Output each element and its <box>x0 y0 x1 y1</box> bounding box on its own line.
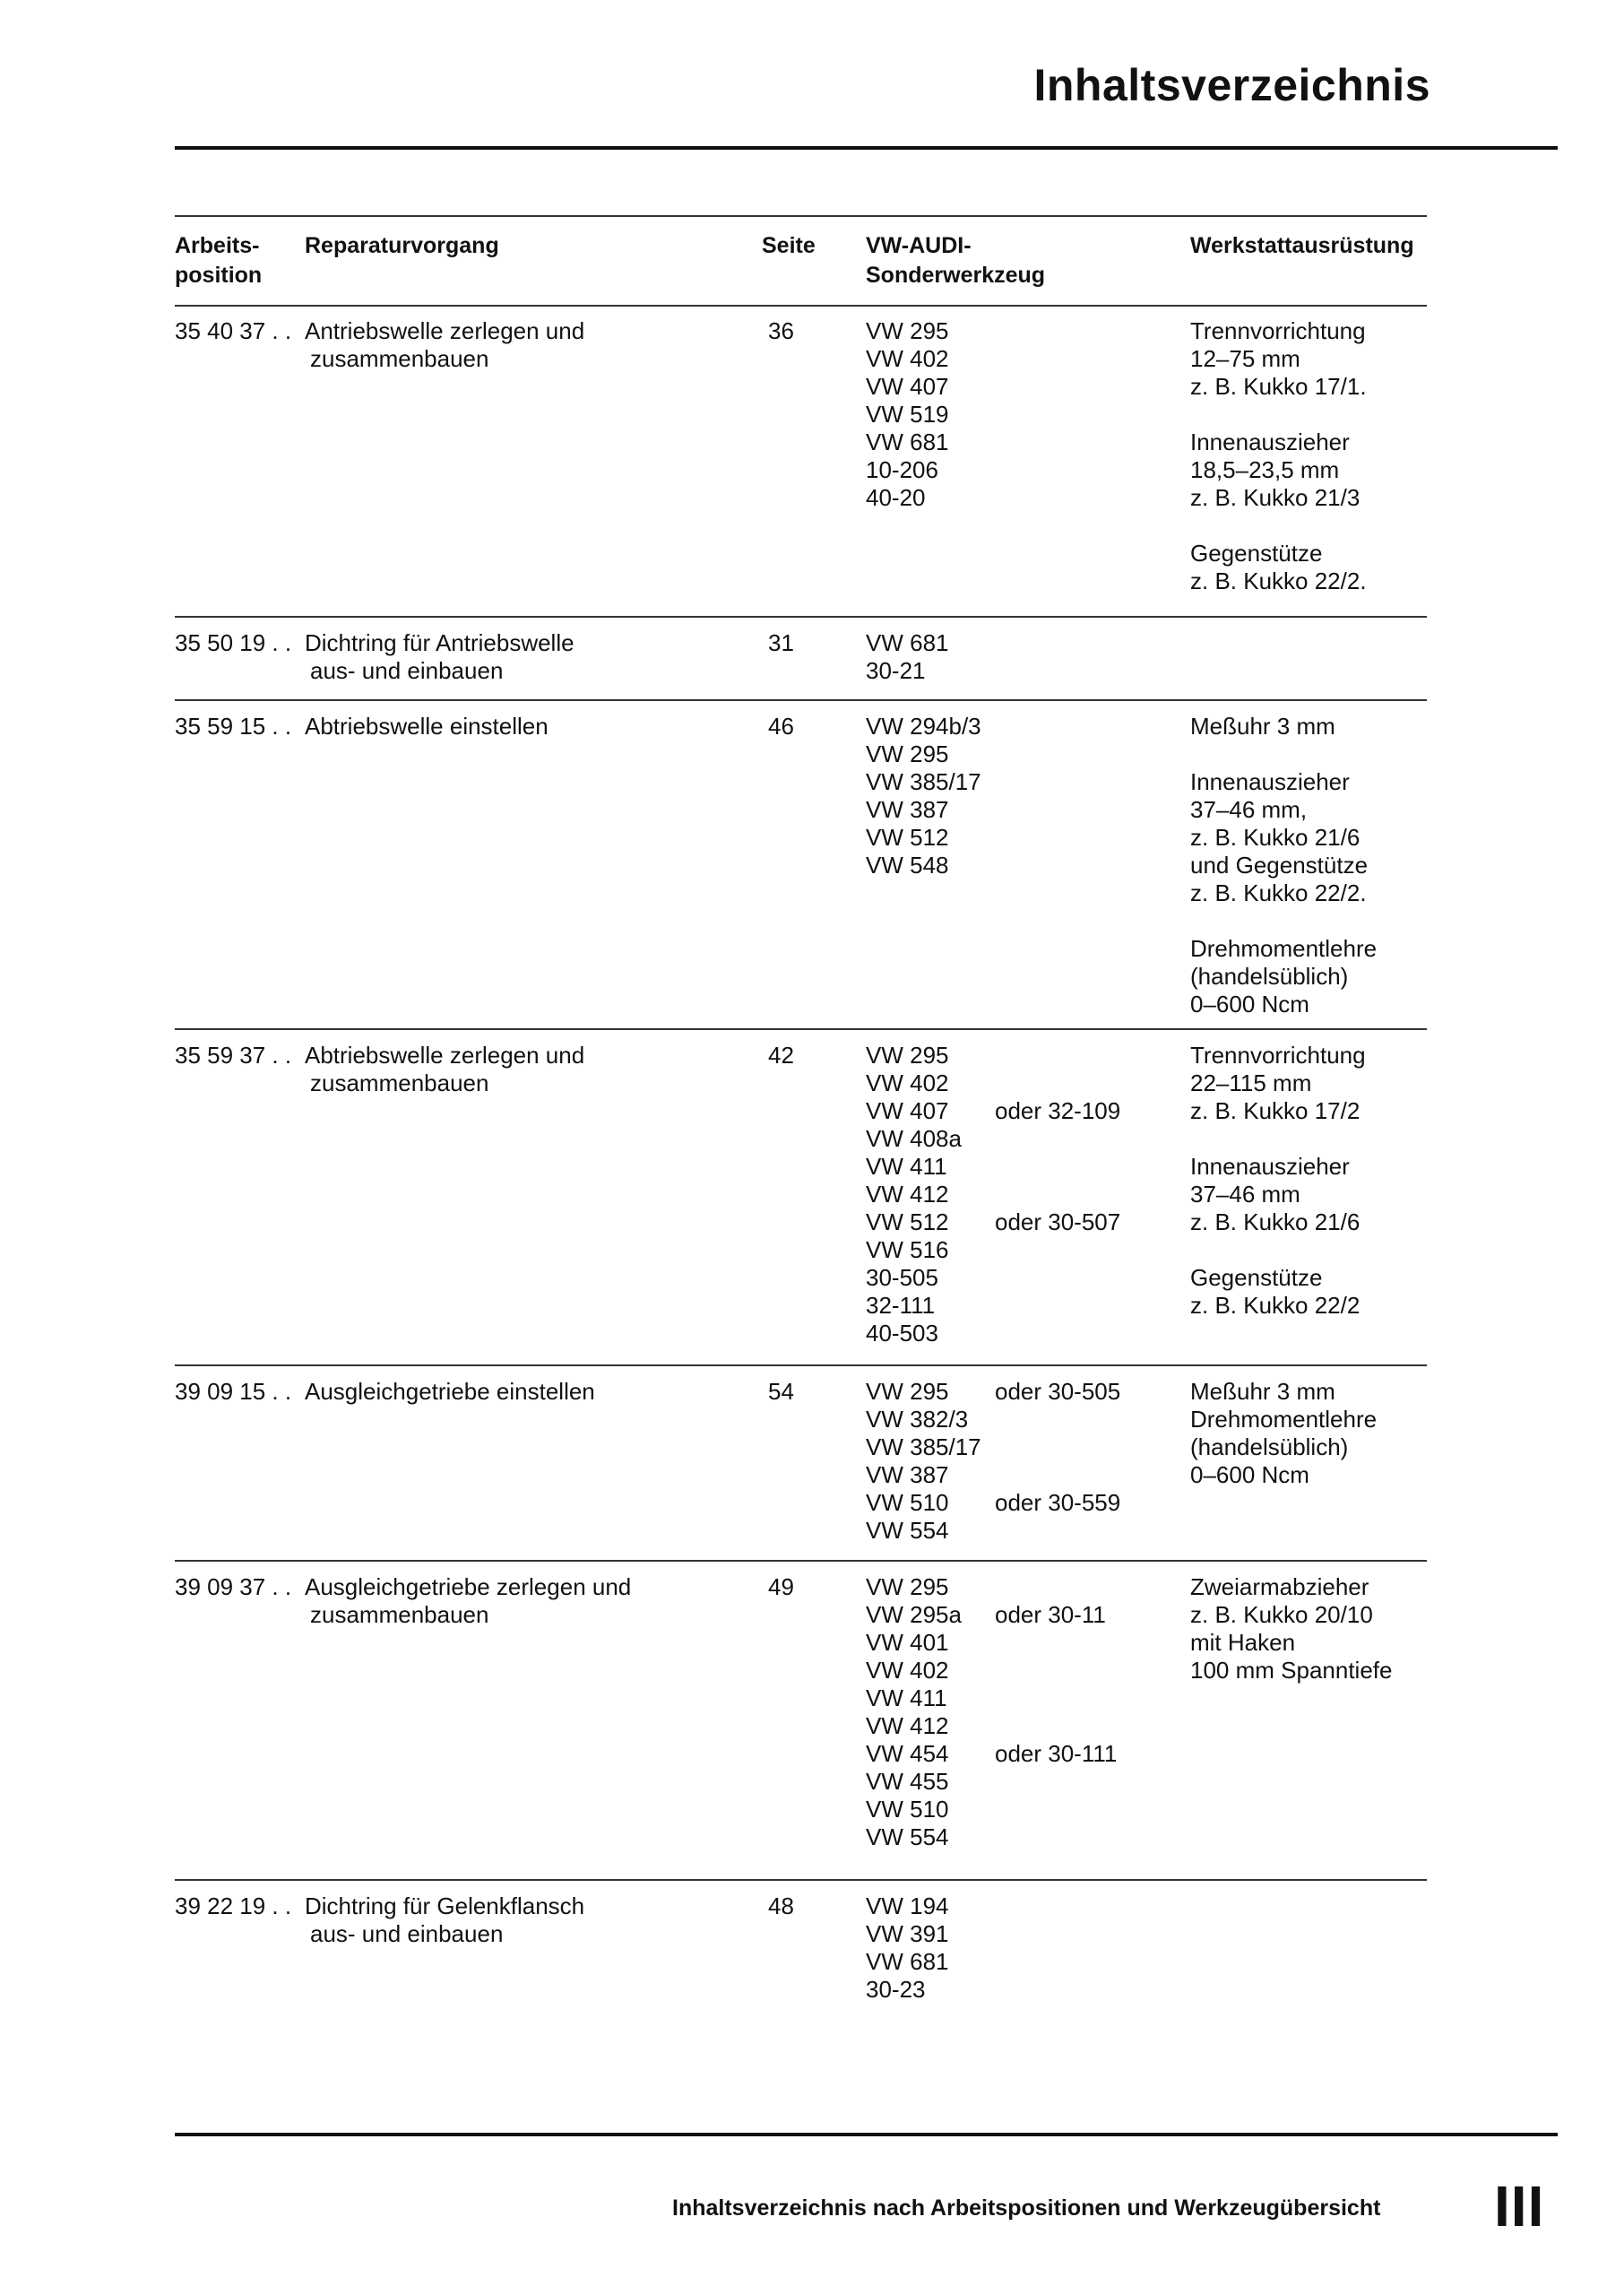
row-page: 31 <box>768 629 794 656</box>
tool-item: VW 411 <box>866 1153 947 1180</box>
alternative-tool <box>995 1125 1120 1153</box>
equipment-item: z. B. Kukko 22/2. <box>1190 567 1367 594</box>
alternative-tool <box>995 1153 1120 1181</box>
tool-item: VW 385/17 <box>866 1433 981 1460</box>
tool-item: 10-206 <box>866 456 938 483</box>
tool-item: VW 548 <box>866 852 949 879</box>
contents-table <box>175 215 1427 2003</box>
tool-item: VW 512 <box>866 824 949 851</box>
equipment-item: Zweiarmabzieher <box>1190 1573 1369 1600</box>
equipment-item: z. B. Kukko 20/10 <box>1190 1601 1373 1628</box>
alternative-tool <box>995 1070 1120 1097</box>
row-workshop-equipment <box>1190 1042 1441 1320</box>
row-separator <box>175 1560 1427 1562</box>
row-page: 42 <box>768 1042 794 1069</box>
procedure-line: zusammenbauen <box>310 345 489 372</box>
tool-item: VW 402 <box>866 1657 949 1684</box>
tool-item: VW 295 <box>866 740 949 767</box>
header-page: Seite <box>762 233 816 258</box>
tool-item: VW 519 <box>866 401 949 428</box>
tool-item: VW 194 <box>866 1892 949 1919</box>
procedure-line: zusammenbauen <box>310 1070 489 1096</box>
row-position: 39 09 37 . . <box>175 1573 292 1600</box>
equipment-item: (handelsüblich) <box>1190 963 1349 990</box>
footer-caption: Inhaltsverzeichnis nach Arbeitspositionen und Werkzeugübersicht <box>672 2195 1381 2221</box>
row-special-tools <box>866 1573 962 1851</box>
tool-item: VW 402 <box>866 345 949 372</box>
equipment-item: 12–75 mm <box>1190 345 1300 372</box>
equipment-item: 100 mm Spanntiefe <box>1190 1657 1393 1684</box>
equipment-item: z. B. Kukko 21/3 <box>1190 484 1361 511</box>
table-header <box>175 217 1427 305</box>
row-procedure <box>305 1378 636 1406</box>
equipment-item: z. B. Kukko 22/2. <box>1190 879 1367 906</box>
equipment-item: (handelsüblich) <box>1190 1433 1349 1460</box>
equipment-item: Trennvorrichtung <box>1190 317 1366 344</box>
row-special-tools <box>866 317 949 512</box>
procedure-line: Abtriebswelle einstellen <box>305 713 549 740</box>
row-page: 49 <box>768 1573 794 1600</box>
equipment-item: z. B. Kukko 21/6 <box>1190 824 1361 851</box>
procedure-line: Dichtring für Antriebswelle <box>305 629 574 656</box>
alternative-tool <box>995 1712 1117 1740</box>
tool-item: VW 411 <box>866 1684 947 1711</box>
row-alternatives <box>995 1042 1120 1236</box>
tool-item: VW 412 <box>866 1181 949 1208</box>
row-procedure <box>305 629 636 685</box>
procedure-line: Abtriebswelle zerlegen und <box>305 1042 585 1069</box>
row-position: 35 59 37 . . <box>175 1042 292 1069</box>
equipment-item: Innenauszieher <box>1190 429 1350 455</box>
alternative-tool <box>995 1657 1117 1684</box>
tool-item: 40-503 <box>866 1320 938 1347</box>
alternative-tool: oder 30-507 <box>995 1208 1121 1235</box>
equipment-item: Trennvorrichtung <box>1190 1042 1366 1069</box>
tool-item: VW 294b/3 <box>866 713 981 740</box>
alternative-tool: oder 30-111 <box>995 1740 1118 1767</box>
row-workshop-equipment <box>1190 317 1441 595</box>
row-page: 48 <box>768 1892 794 1919</box>
tool-item: VW 681 <box>866 429 949 455</box>
row-procedure <box>305 1892 636 1948</box>
alternative-tool <box>995 1181 1120 1208</box>
row-position: 39 22 19 . . <box>175 1892 292 1919</box>
row-separator <box>175 1879 1427 1881</box>
tool-item: VW 412 <box>866 1712 949 1739</box>
tool-item: VW 295 <box>866 1378 949 1405</box>
tool-item: VW 295 <box>866 317 949 344</box>
tool-item: VW 681 <box>866 629 949 656</box>
equipment-item: mit Haken <box>1190 1629 1296 1656</box>
row-special-tools <box>866 713 981 879</box>
equipment-item <box>1190 1125 1441 1153</box>
alternative-tool <box>995 1433 1120 1461</box>
bottom-rule <box>175 2133 1558 2136</box>
row-procedure <box>305 1573 636 1629</box>
procedure-line: Ausgleichgetriebe zerlegen und <box>305 1573 632 1600</box>
procedure-line: aus- und einbauen <box>310 657 504 684</box>
header-position: Arbeits- position <box>175 233 263 288</box>
equipment-item: Drehmomentlehre <box>1190 935 1378 962</box>
tool-item: VW 382/3 <box>866 1406 969 1433</box>
tool-item: VW 407 <box>866 373 949 400</box>
alternative-tool <box>995 1406 1120 1433</box>
row-separator <box>175 699 1427 701</box>
row-procedure <box>305 317 636 373</box>
row-procedure <box>305 1042 636 1097</box>
tool-item: VW 454 <box>866 1740 949 1767</box>
header-special-tools: VW-AUDI- Sonderwerkzeug <box>866 233 1046 288</box>
row-position: 35 50 19 . . <box>175 629 292 656</box>
row-procedure <box>305 713 636 740</box>
tool-item: VW 554 <box>866 1517 949 1544</box>
tool-item: VW 391 <box>866 1920 949 1947</box>
alternative-tool: oder 30-559 <box>995 1489 1121 1516</box>
row-separator <box>175 1364 1427 1366</box>
row-special-tools <box>866 1892 949 2004</box>
tool-item: VW 408a <box>866 1125 962 1152</box>
tool-item: VW 455 <box>866 1768 949 1795</box>
row-position: 35 59 15 . . <box>175 713 292 740</box>
tool-item: VW 510 <box>866 1489 949 1516</box>
tool-item: VW 387 <box>866 796 949 823</box>
header-procedure: Reparaturvorgang <box>305 233 499 258</box>
equipment-item: z. B. Kukko 17/1. <box>1190 373 1367 400</box>
equipment-item: z. B. Kukko 22/2 <box>1190 1292 1361 1319</box>
tool-item: VW 295a <box>866 1601 962 1628</box>
equipment-item: 22–115 mm <box>1190 1070 1312 1096</box>
alternative-tool: oder 30-505 <box>995 1378 1121 1405</box>
row-alternatives <box>995 1378 1120 1517</box>
alternative-tool: oder 30-11 <box>995 1601 1106 1628</box>
tool-item: 30-505 <box>866 1264 938 1291</box>
row-special-tools <box>866 629 949 685</box>
equipment-item: 37–46 mm <box>1190 1181 1300 1208</box>
procedure-line: zusammenbauen <box>310 1601 489 1628</box>
equipment-item: 0–600 Ncm <box>1190 1461 1309 1488</box>
equipment-item: und Gegenstütze <box>1190 852 1369 879</box>
header-bottom-line <box>175 305 1427 307</box>
tool-item: 32-111 <box>866 1292 936 1319</box>
tool-item: VW 512 <box>866 1208 949 1235</box>
equipment-item: Innenauszieher <box>1190 1153 1350 1180</box>
row-workshop-equipment <box>1190 1378 1441 1489</box>
row-workshop-equipment <box>1190 713 1441 1018</box>
procedure-line: Ausgleichgetriebe einstellen <box>305 1378 595 1405</box>
procedure-line: Antriebswelle zerlegen und <box>305 317 585 344</box>
equipment-item <box>1190 512 1441 540</box>
procedure-line: aus- und einbauen <box>310 1920 504 1947</box>
page-title: Inhaltsverzeichnis <box>1033 60 1430 110</box>
tool-item: VW 387 <box>866 1461 949 1488</box>
alternative-tool <box>995 1042 1120 1070</box>
tool-item: VW 295 <box>866 1042 949 1069</box>
top-rule <box>175 146 1558 150</box>
equipment-item: Gegenstütze <box>1190 540 1323 567</box>
equipment-item <box>1190 1236 1441 1264</box>
row-position: 39 09 15 . . <box>175 1378 292 1405</box>
equipment-item: Gegenstütze <box>1190 1264 1323 1291</box>
tool-item: 30-23 <box>866 1976 926 2003</box>
equipment-item: 37–46 mm, <box>1190 796 1308 823</box>
alternative-tool <box>995 1461 1120 1489</box>
tool-item: VW 407 <box>866 1097 949 1124</box>
row-separator <box>175 1028 1427 1030</box>
tool-item: VW 402 <box>866 1070 949 1096</box>
row-alternatives <box>995 1573 1117 1768</box>
header-workshop-equipment: Werkstattausrüstung <box>1190 233 1414 258</box>
tool-item: VW 554 <box>866 1823 949 1850</box>
equipment-item <box>1190 401 1441 429</box>
equipment-item: z. B. Kukko 21/6 <box>1190 1208 1361 1235</box>
row-page: 36 <box>768 317 794 344</box>
tool-item: VW 385/17 <box>866 768 981 795</box>
tool-item: VW 510 <box>866 1796 949 1823</box>
tool-item: 40-20 <box>866 484 926 511</box>
page-number: III <box>1494 2174 1545 2239</box>
row-workshop-equipment <box>1190 1573 1441 1684</box>
tool-item: VW 295 <box>866 1573 949 1600</box>
tool-item: 30-21 <box>866 657 926 684</box>
alternative-tool <box>995 1684 1117 1712</box>
equipment-item: 18,5–23,5 mm <box>1190 456 1340 483</box>
tool-item: VW 681 <box>866 1948 949 1975</box>
equipment-item: Meßuhr 3 mm <box>1190 1378 1335 1405</box>
alternative-tool <box>995 1629 1117 1657</box>
equipment-item <box>1190 740 1441 768</box>
equipment-item: Meßuhr 3 mm <box>1190 713 1335 740</box>
row-page: 54 <box>768 1378 794 1405</box>
row-position: 35 40 37 . . <box>175 317 292 344</box>
row-page: 46 <box>768 713 794 740</box>
alternative-tool <box>995 1573 1117 1601</box>
tool-item: VW 516 <box>866 1236 949 1263</box>
equipment-item: z. B. Kukko 17/2 <box>1190 1097 1361 1124</box>
alternative-tool: oder 32-109 <box>995 1097 1121 1124</box>
tool-item: VW 401 <box>866 1629 949 1656</box>
equipment-item <box>1190 907 1441 935</box>
procedure-line: Dichtring für Gelenkflansch <box>305 1892 585 1919</box>
equipment-item: Innenauszieher <box>1190 768 1350 795</box>
equipment-item: Drehmomentlehre <box>1190 1406 1378 1433</box>
equipment-item: 0–600 Ncm <box>1190 991 1309 1018</box>
row-special-tools <box>866 1378 981 1545</box>
row-special-tools <box>866 1042 962 1347</box>
row-separator <box>175 616 1427 618</box>
